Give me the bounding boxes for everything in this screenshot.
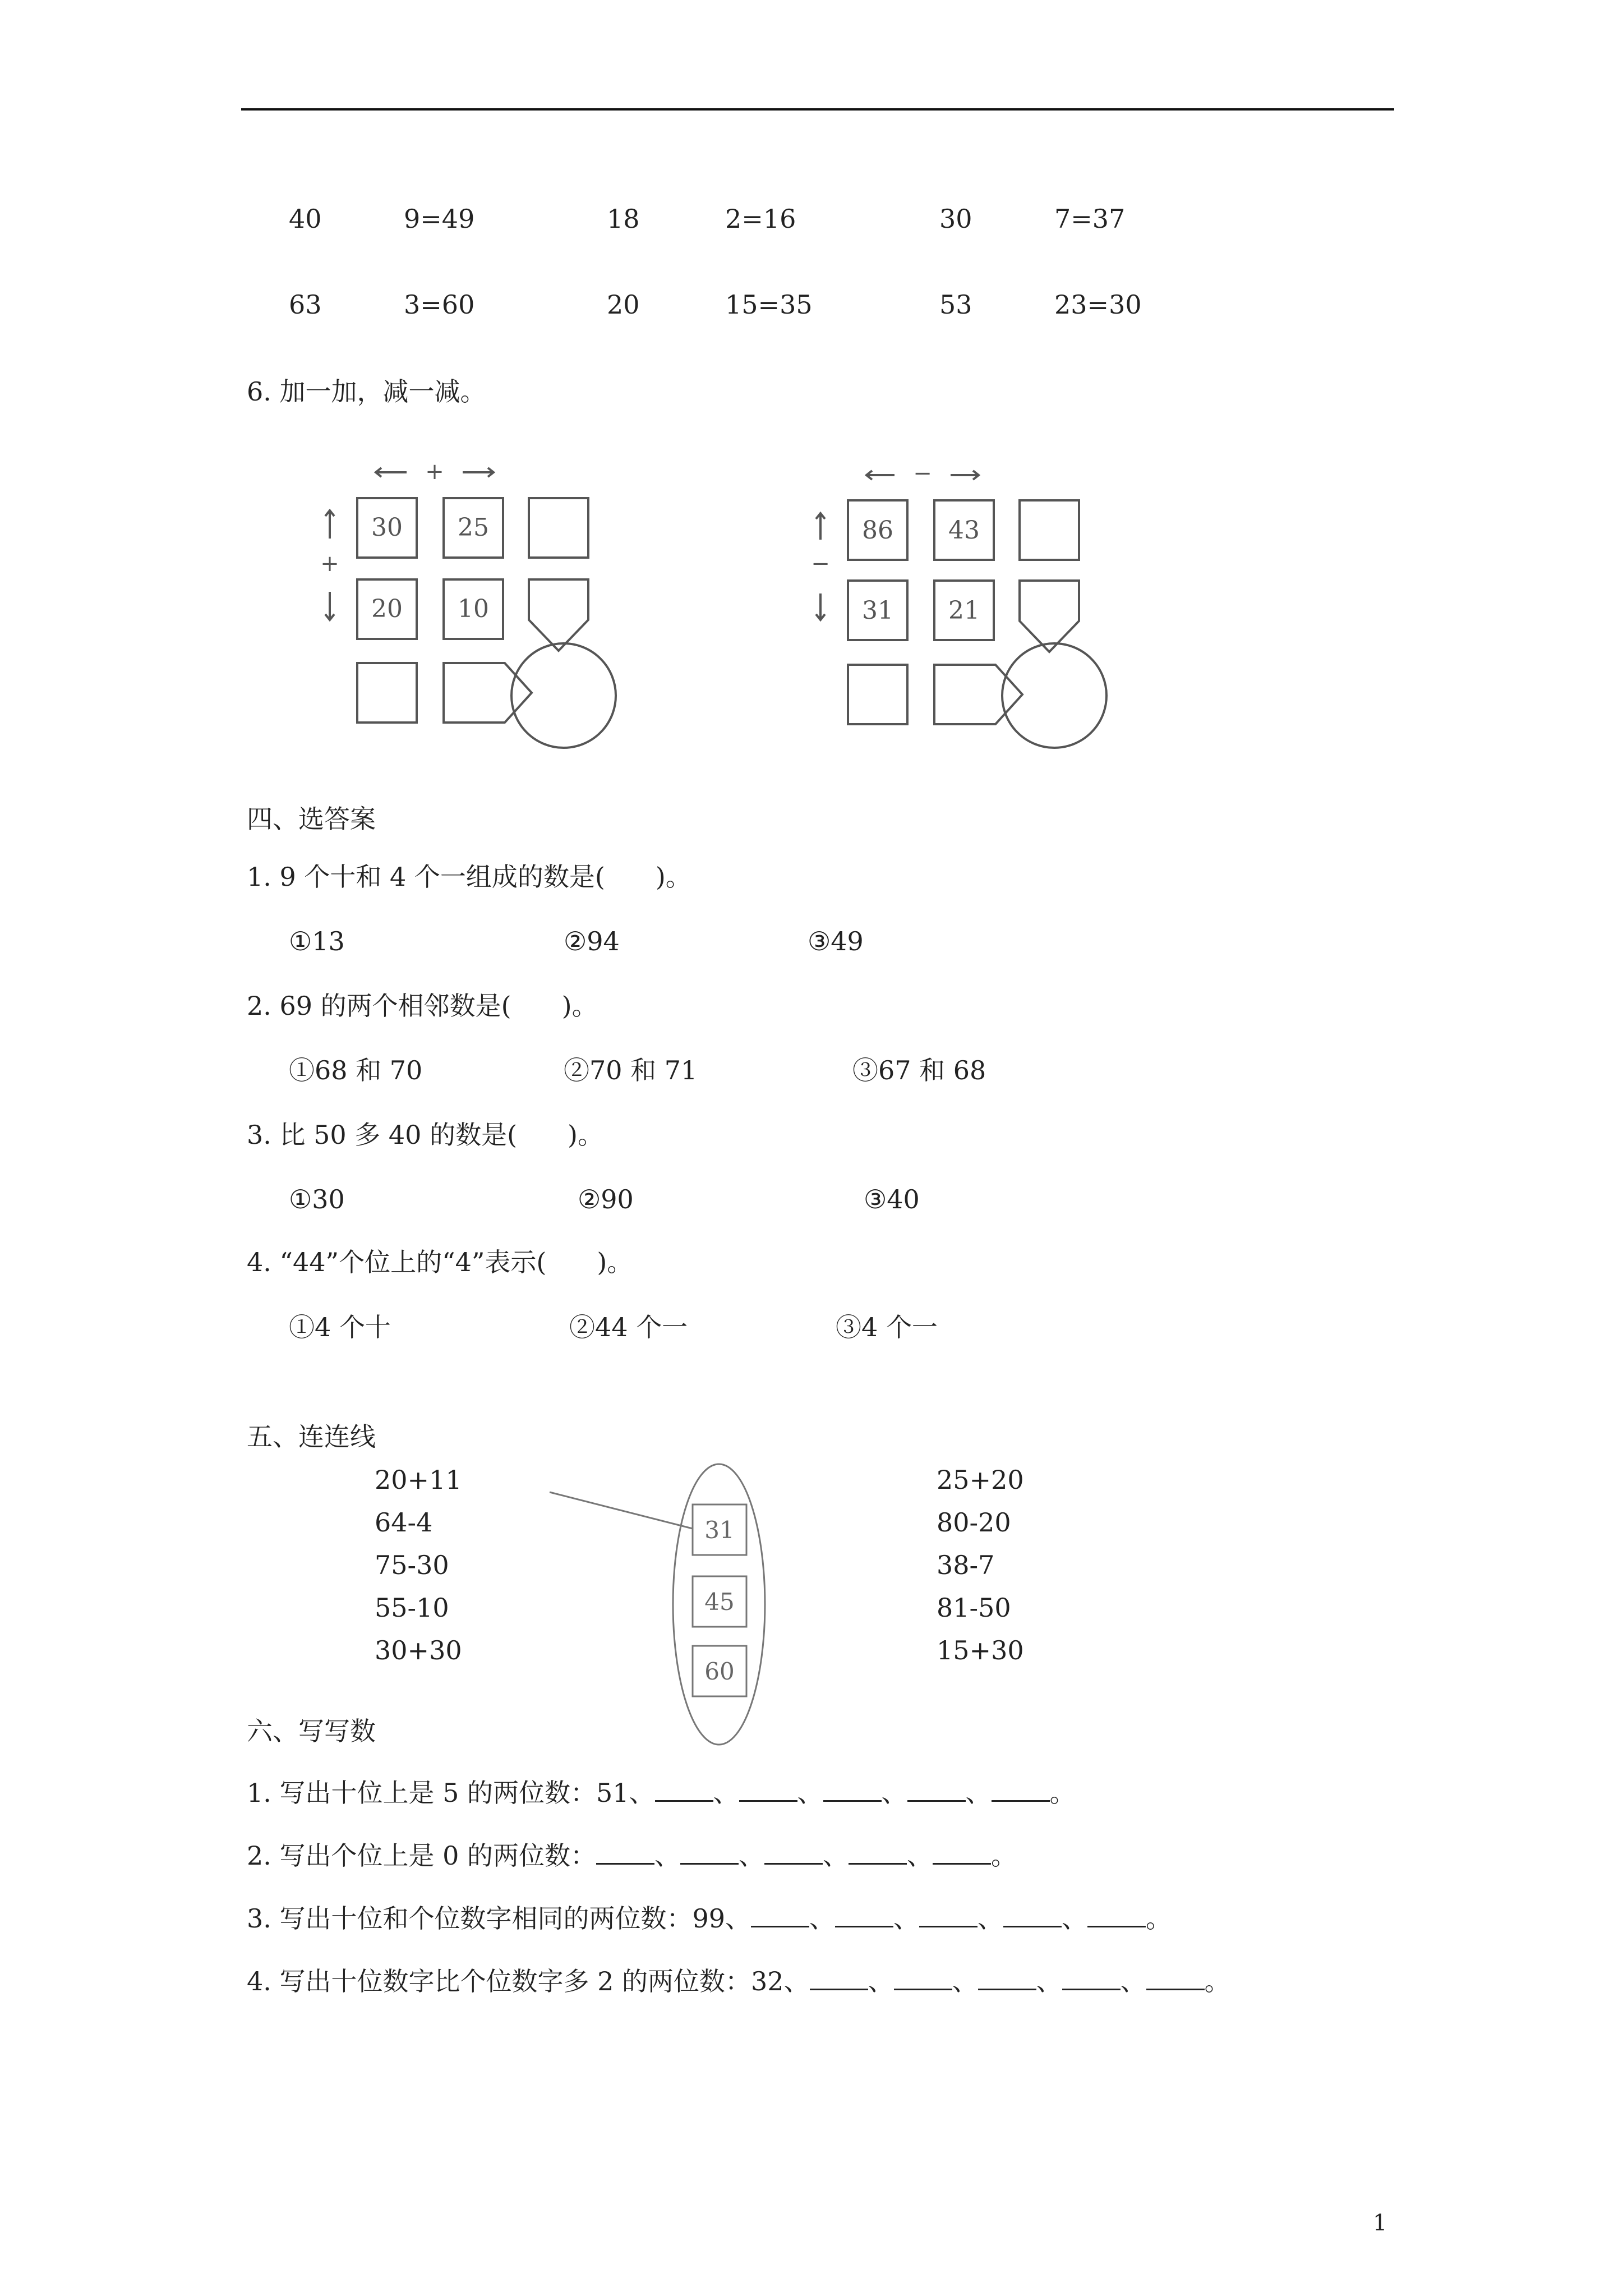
value-mid-mid: 10 xyxy=(458,595,489,623)
example-connecting-line xyxy=(550,1492,693,1529)
answer-blank[interactable] xyxy=(849,1841,907,1865)
op-top: − xyxy=(913,461,932,486)
answer-blank[interactable] xyxy=(992,1778,1050,1802)
equation-5-right: 15=35 xyxy=(725,289,813,320)
answer-blank[interactable] xyxy=(739,1778,797,1802)
option-4-3-a[interactable]: ①30 xyxy=(289,1184,345,1214)
left-expression[interactable]: 64-4 xyxy=(375,1507,433,1538)
right-expression[interactable]: 80-20 xyxy=(937,1507,1011,1538)
option-4-4-c[interactable]: ③4 个一 xyxy=(836,1312,938,1342)
result-circle xyxy=(1002,643,1106,748)
option-4-3-b[interactable]: ②90 xyxy=(578,1184,634,1214)
left-expression[interactable]: 30+30 xyxy=(375,1635,462,1665)
value-mid-left: 31 xyxy=(862,596,893,625)
answer-blank[interactable] xyxy=(1146,1966,1205,1990)
option-4-3-c[interactable]: ③40 xyxy=(864,1184,920,1214)
box-bottom-left-answer xyxy=(357,663,417,723)
equation-2-right: 2=16 xyxy=(725,204,796,234)
question-stem: 1. 9 个十和 4 个一组成的数是( xyxy=(247,862,605,892)
left-expression[interactable]: 20+11 xyxy=(375,1465,462,1495)
option-4-1-a[interactable]: ①13 xyxy=(289,926,345,956)
right-expression[interactable]: 15+30 xyxy=(937,1635,1024,1665)
question-4-3: 3. 比 50 多 40 的数是( )。 xyxy=(247,1120,603,1150)
answer-value: 60 xyxy=(704,1658,735,1685)
box-bottom-mid-pointer xyxy=(934,665,1022,724)
box-top-right-answer xyxy=(1020,500,1079,560)
equation-4-right: 3=60 xyxy=(404,289,475,320)
answer-blank[interactable] xyxy=(680,1841,739,1865)
answer-blank[interactable] xyxy=(907,1778,966,1802)
question-4-1: 1. 9 个十和 4 个一组成的数是( )。 xyxy=(247,862,691,892)
subtraction-grid-diagram xyxy=(794,449,1141,763)
answer-value: 45 xyxy=(704,1588,735,1616)
answer-blank[interactable] xyxy=(894,1966,952,1990)
section4-heading: 四、选答案 xyxy=(247,804,376,834)
option-4-2-b[interactable]: ②70 和 71 xyxy=(564,1055,698,1085)
box-bottom-left-answer xyxy=(848,665,907,724)
addition-grid-diagram xyxy=(303,449,651,763)
page-number: 1 xyxy=(1373,2210,1387,2236)
option-4-1-c[interactable]: ③49 xyxy=(808,926,864,956)
header-rule xyxy=(241,108,1394,111)
answer-blank[interactable] xyxy=(1087,1903,1146,1927)
value-mid-left: 20 xyxy=(371,595,403,623)
box-mid-right-pointer xyxy=(1020,581,1079,652)
option-4-1-b[interactable]: ②94 xyxy=(564,926,620,956)
option-4-4-b[interactable]: ②44 个一 xyxy=(569,1312,688,1342)
value-top-left: 86 xyxy=(862,516,893,545)
answer-blank[interactable] xyxy=(1062,1966,1121,1990)
box-mid-right-pointer xyxy=(529,579,588,651)
result-circle xyxy=(511,643,616,748)
value-mid-mid: 21 xyxy=(948,596,980,625)
answer-blank[interactable] xyxy=(835,1903,893,1927)
op-top: + xyxy=(425,459,444,485)
equation-1-left: 40 xyxy=(289,204,322,234)
op-left: − xyxy=(811,551,830,577)
answer-blank[interactable] xyxy=(596,1841,654,1865)
value-top-mid: 43 xyxy=(948,516,980,545)
left-expression[interactable]: 75-30 xyxy=(375,1550,449,1580)
answer-blank[interactable] xyxy=(751,1903,809,1927)
question-4-4: 4. “44”个位上的“4”表示( )。 xyxy=(247,1247,633,1277)
equation-1-right: 9=49 xyxy=(404,204,475,234)
value-top-mid: 25 xyxy=(458,513,489,542)
question-6-4: 4. 写出十位数字比个位数字多 2 的两位数：32、 、 、 、 、 。 xyxy=(247,1966,1230,1996)
answer-blank[interactable] xyxy=(978,1966,1036,1990)
answer-blank[interactable] xyxy=(823,1778,882,1802)
option-4-4-a[interactable]: ①4 个十 xyxy=(289,1312,391,1342)
right-expression[interactable]: 25+20 xyxy=(937,1465,1024,1495)
q6-title: 6. 加一加，减一减。 xyxy=(247,376,486,407)
op-left: + xyxy=(320,551,339,577)
equation-6-right: 23=30 xyxy=(1054,289,1142,320)
equation-4-left: 63 xyxy=(289,289,322,320)
equation-2-left: 18 xyxy=(607,204,640,234)
left-expression[interactable]: 55-10 xyxy=(375,1593,449,1623)
option-4-2-a[interactable]: ①68 和 70 xyxy=(289,1055,423,1085)
right-expression[interactable]: 38-7 xyxy=(937,1550,995,1580)
answer-blank[interactable] xyxy=(810,1966,868,1990)
equation-6-left: 53 xyxy=(939,289,972,320)
question-6-1: 1. 写出十位上是 5 的两位数：51、 、 、 、 、 。 xyxy=(247,1778,1076,1808)
section5-heading: 五、连连线 xyxy=(247,1421,376,1452)
question-6-3: 3. 写出十位和个位数字相同的两位数：99、 、 、 、 、 。 xyxy=(247,1903,1172,1934)
box-top-right-answer xyxy=(529,498,588,558)
answer-blank[interactable] xyxy=(764,1841,823,1865)
equation-3-right: 7=37 xyxy=(1054,204,1126,234)
question-6-2: 2. 写出个位上是 0 的两位数： 、 、 、 、 。 xyxy=(247,1841,1017,1871)
option-4-2-c[interactable]: ③67 和 68 xyxy=(852,1055,986,1085)
equation-5-left: 20 xyxy=(607,289,640,320)
answer-blank[interactable] xyxy=(933,1841,991,1865)
section6-heading: 六、写写数 xyxy=(247,1716,376,1746)
question-4-2: 2. 69 的两个相邻数是( )。 xyxy=(247,991,598,1021)
right-expression[interactable]: 81-50 xyxy=(937,1593,1011,1623)
answer-value: 31 xyxy=(704,1516,735,1544)
box-bottom-mid-pointer xyxy=(444,663,532,723)
answer-blank[interactable] xyxy=(655,1778,713,1802)
value-top-left: 30 xyxy=(371,513,403,542)
answer-blank[interactable] xyxy=(1003,1903,1062,1927)
matching-diagram xyxy=(538,1458,796,1750)
answer-blank[interactable] xyxy=(919,1903,978,1927)
equation-3-left: 30 xyxy=(939,204,972,234)
